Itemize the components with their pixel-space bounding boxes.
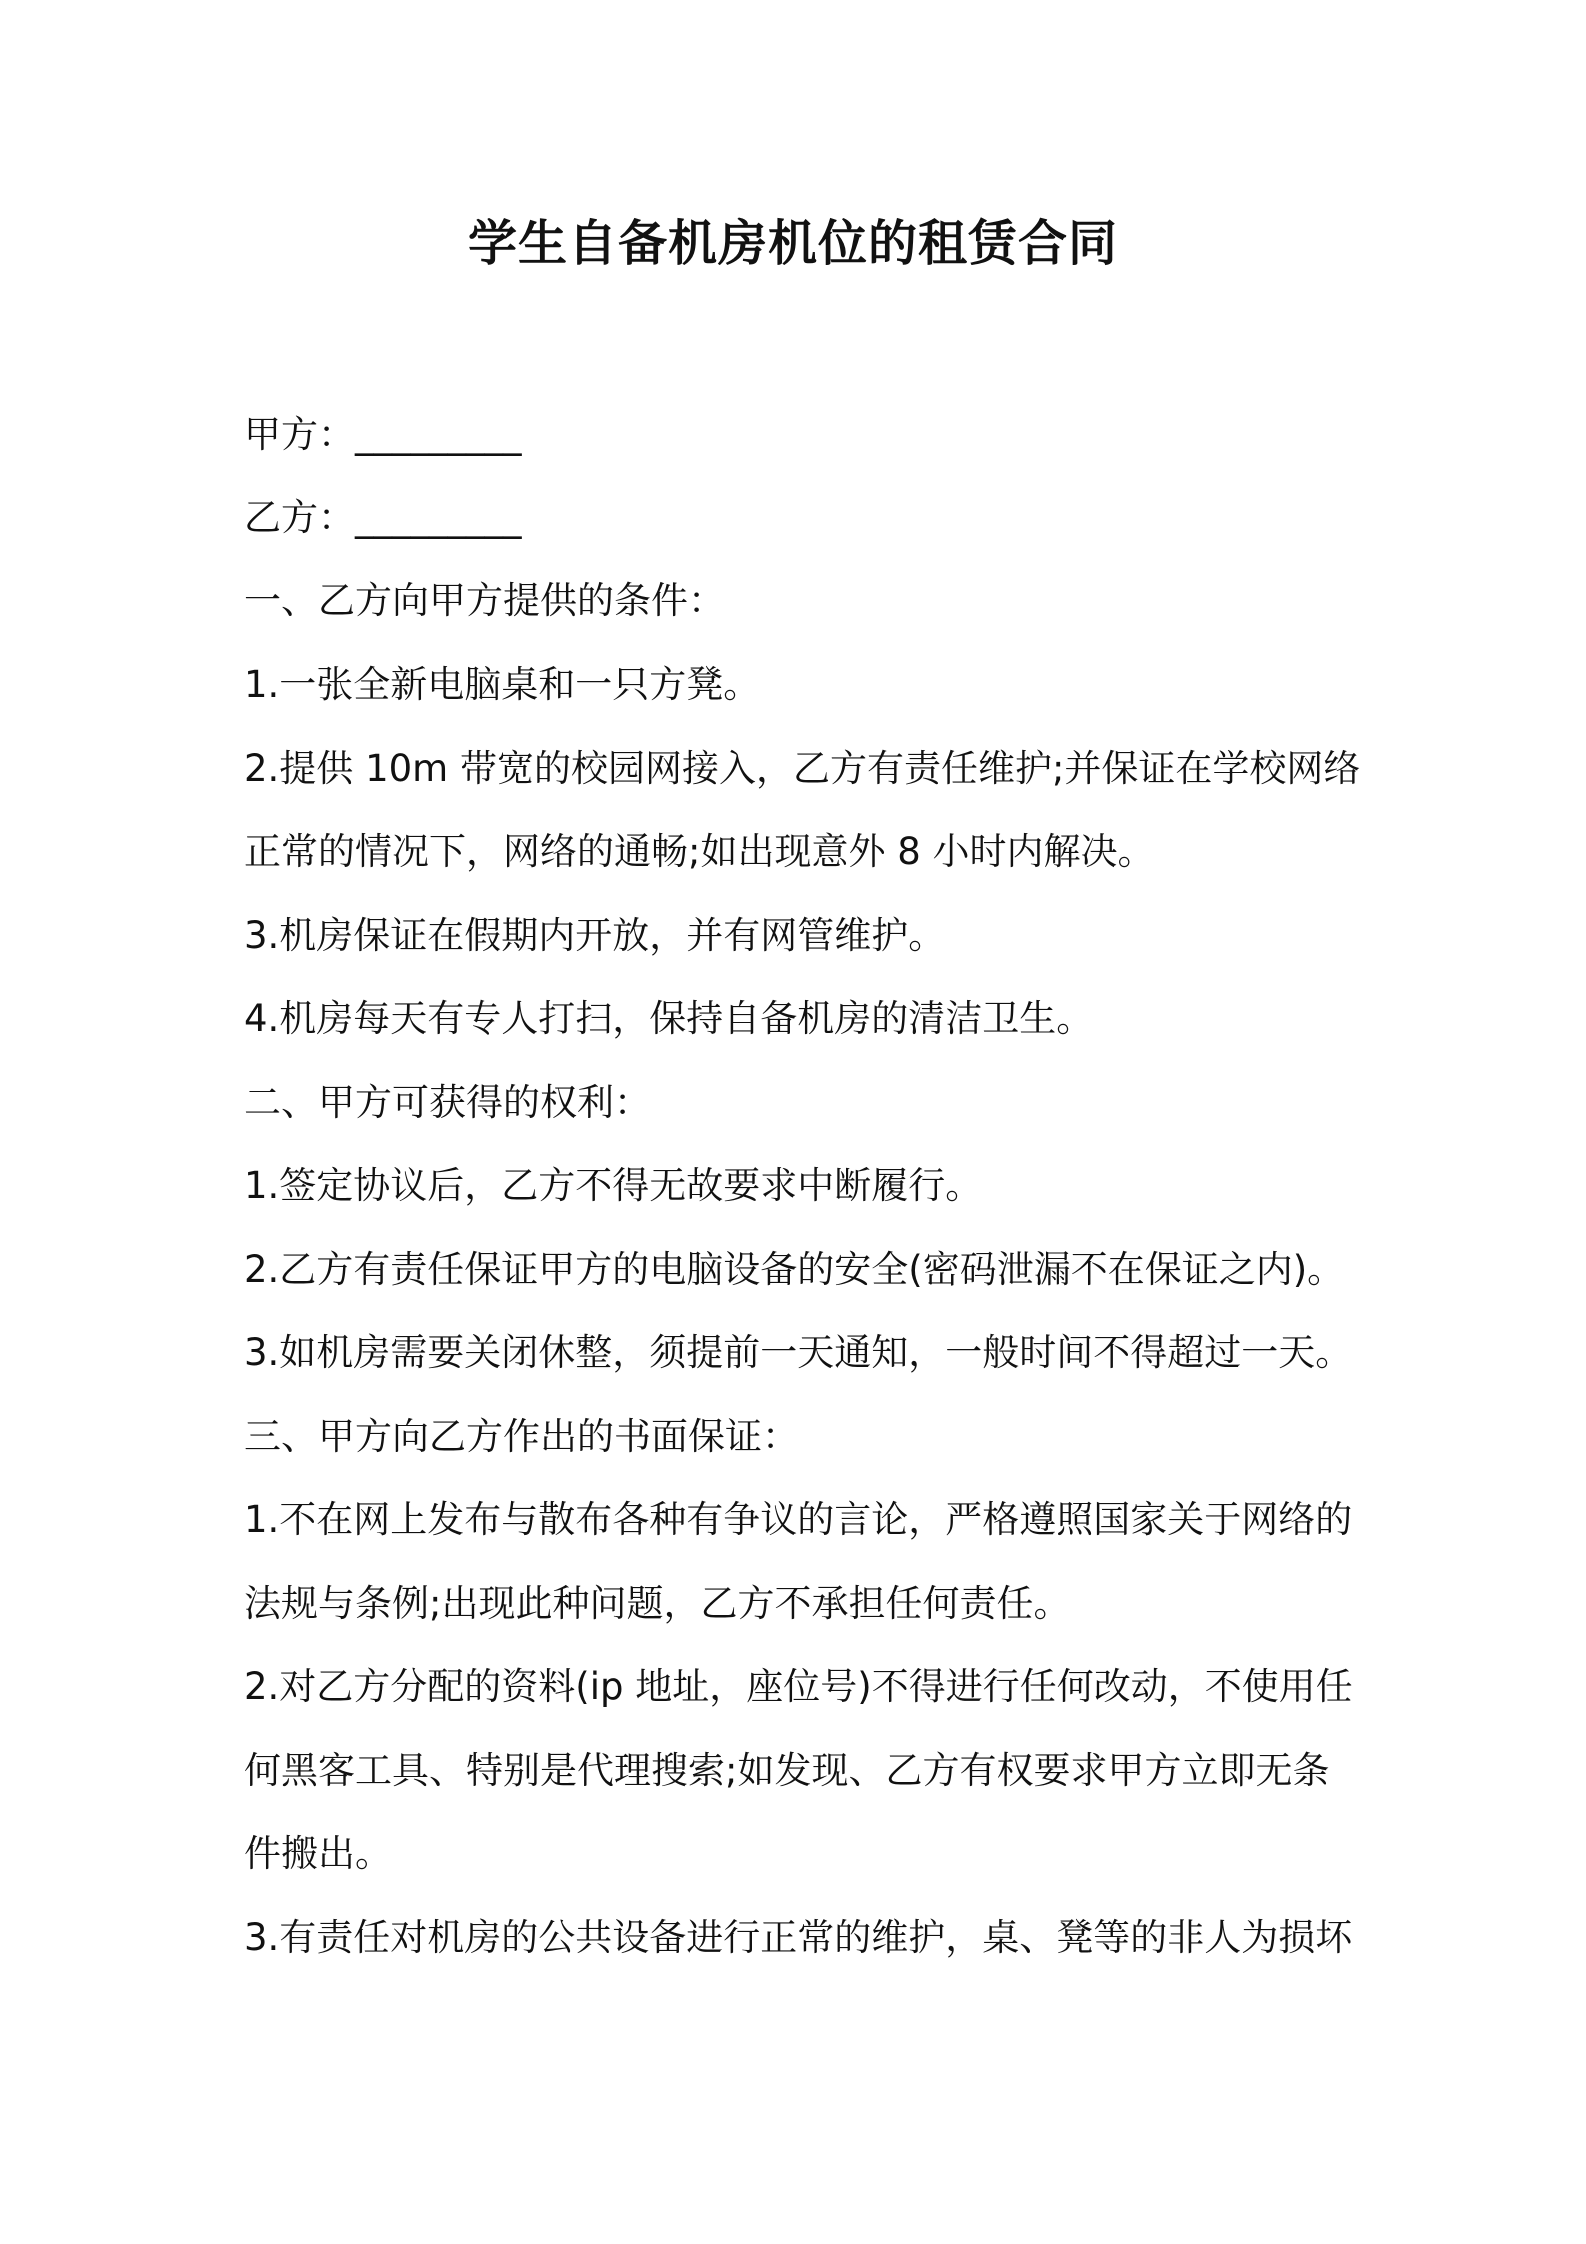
party-a-line: 甲方：_________ xyxy=(244,413,522,456)
section-1-item-1: 1.一张全新电脑桌和一只方凳。 xyxy=(244,663,761,706)
section-3-item-1-line-2: 法规与条例;出现此种问题，乙方不承担任何责任。 xyxy=(244,1582,1071,1625)
section-2-item-3: 3.如机房需要关闭休整，须提前一天通知，一般时间不得超过一天。 xyxy=(244,1331,1353,1374)
party-b-line: 乙方：_________ xyxy=(244,496,522,539)
section-1-item-2-line-1: 2.提供 10m 带宽的校园网接入，乙方有责任维护;并保证在学校网络 xyxy=(244,747,1361,790)
section-3-item-1-line-1: 1.不在网上发布与散布各种有争议的言论，严格遵照国家关于网络的 xyxy=(244,1498,1353,1541)
section-2-item-1: 1.签定协议后，乙方不得无故要求中断履行。 xyxy=(244,1164,983,1207)
section-2-heading: 二、甲方可获得的权利： xyxy=(244,1081,651,1124)
document-title: 学生自备机房机位的租赁合同 xyxy=(467,215,1118,272)
section-3-item-2-line-2: 何黑客工具、特别是代理搜索;如发现、乙方有权要求甲方立即无条 xyxy=(244,1749,1330,1792)
section-1-item-3: 3.机房保证在假期内开放，并有网管维护。 xyxy=(244,914,946,957)
section-1-item-2-line-2: 正常的情况下，网络的通畅;如出现意外 8 小时内解决。 xyxy=(244,830,1155,873)
section-1-heading: 一、乙方向甲方提供的条件： xyxy=(244,579,725,622)
section-3-item-2-line-1: 2.对乙方分配的资料(ip 地址，座位号)不得进行任何改动，不使用任 xyxy=(244,1665,1353,1708)
section-3-item-2-line-3: 件搬出。 xyxy=(244,1832,392,1875)
section-2-item-2: 2.乙方有责任保证甲方的电脑设备的安全(密码泄漏不在保证之内)。 xyxy=(244,1248,1345,1291)
section-3-item-3-line-1: 3.有责任对机房的公共设备进行正常的维护，桌、凳等的非人为损坏 xyxy=(244,1916,1353,1959)
section-1-item-4: 4.机房每天有专人打扫，保持自备机房的清洁卫生。 xyxy=(244,997,1094,1040)
section-3-heading: 三、甲方向乙方作出的书面保证： xyxy=(244,1415,799,1458)
